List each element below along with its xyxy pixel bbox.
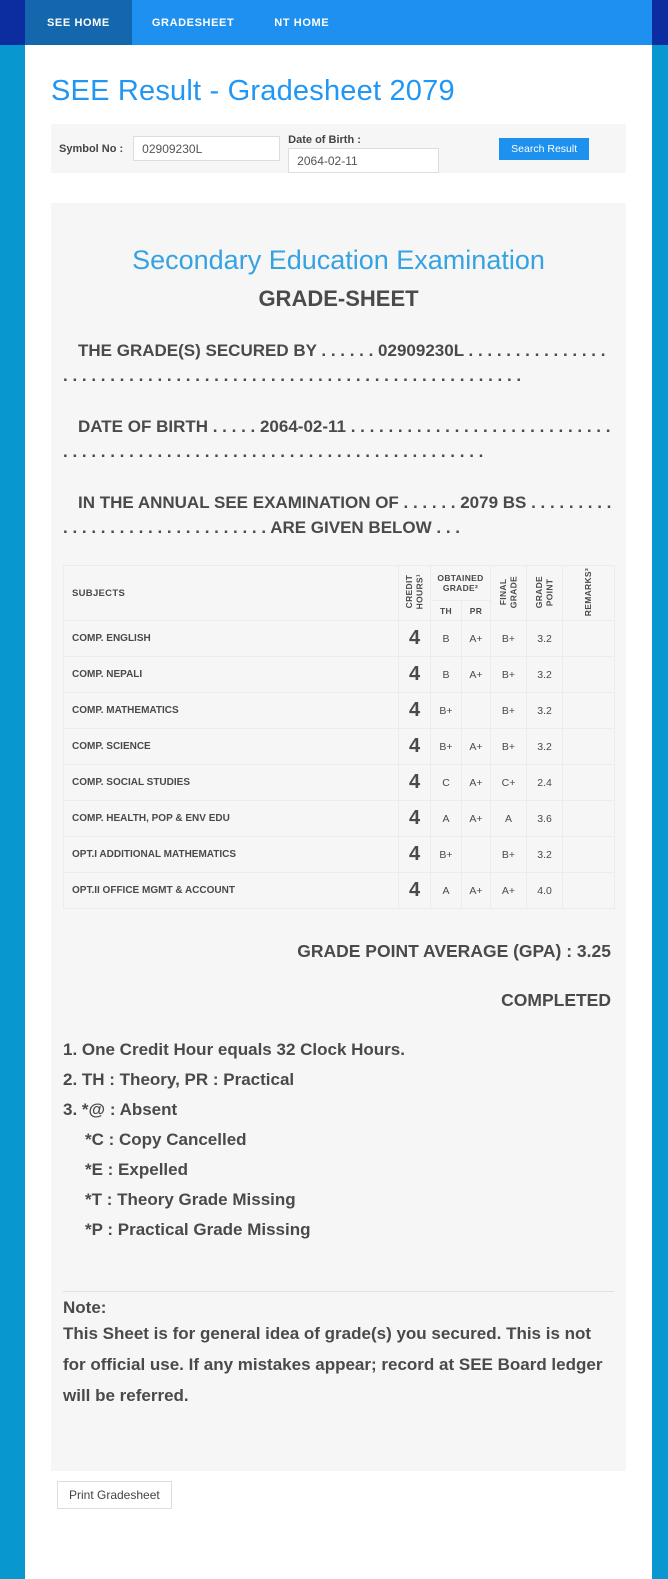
subject-cell: COMP. HEALTH, POP & ENV EDU xyxy=(64,801,399,837)
navbar xyxy=(25,0,652,45)
theory-grade-cell: A xyxy=(431,801,462,837)
status-completed: COMPLETED xyxy=(501,990,611,1010)
tab-see-home[interactable]: SEE HOME xyxy=(25,0,132,45)
tab-gradesheet[interactable]: GRADESHEET xyxy=(151,16,235,29)
subject-cell: OPT.II OFFICE MGMT & ACCOUNT xyxy=(64,873,399,909)
credit-hours-cell: 4 xyxy=(399,837,431,873)
col-subjects: SUBJECTS xyxy=(64,566,399,621)
subject-cell: COMP. NEPALI xyxy=(64,657,399,693)
legend-note-item: *E : Expelled xyxy=(85,1160,188,1179)
table-row xyxy=(64,801,615,837)
table-row xyxy=(64,837,615,873)
final-grade-cell: B+ xyxy=(491,621,527,657)
grades-table xyxy=(63,565,615,909)
remarks-cell xyxy=(563,657,615,693)
remarks-cell xyxy=(563,801,615,837)
practical-grade-cell: A+ xyxy=(462,621,491,657)
theory-grade-cell: B+ xyxy=(431,837,462,873)
note-title: Note: xyxy=(63,1298,107,1317)
table-row xyxy=(64,765,615,801)
note-body: This Sheet is for general idea of grade(s) you secured. This is not for official use. If any mistakes appear; record at SEE Board ledger will be referred. xyxy=(63,1324,603,1405)
grade-point-cell: 3.2 xyxy=(527,657,563,693)
exam-heading: Secondary Education Examination xyxy=(132,245,545,275)
practical-grade-cell: A+ xyxy=(462,729,491,765)
gpa-line: GRADE POINT AVERAGE (GPA) : 3.25 xyxy=(297,941,611,961)
practical-grade-cell xyxy=(462,837,491,873)
table-row xyxy=(64,621,615,657)
top-strip xyxy=(0,0,668,45)
practical-grade-cell: A+ xyxy=(462,801,491,837)
subject-cell: COMP. MATHEMATICS xyxy=(64,693,399,729)
final-grade-cell: B+ xyxy=(491,729,527,765)
final-grade-cell: B+ xyxy=(491,657,527,693)
remarks-cell xyxy=(563,621,615,657)
symbol-no-input[interactable] xyxy=(133,136,280,161)
table-row xyxy=(64,693,615,729)
legend-note-item: 2. TH : Theory, PR : Practical xyxy=(63,1070,295,1089)
theory-grade-cell: C xyxy=(431,765,462,801)
legend-note-item: *P : Practical Grade Missing xyxy=(85,1220,311,1239)
grades-secured-line: THE GRADE(S) SECURED BY . . . . . . 02909230L . . . . . . . . . . . . . . . . . . . . . . . . . . . . . . . . . . . . . . . . . . . . . . . . . . . . . . . . . . . . . . . . xyxy=(63,341,606,385)
print-gradesheet-button[interactable]: Print Gradesheet xyxy=(57,1481,172,1509)
legend-notes xyxy=(63,1035,614,1245)
practical-grade-cell: A+ xyxy=(462,873,491,909)
credit-hours-cell: 4 xyxy=(399,657,431,693)
col-remarks: REMARKS³ xyxy=(563,566,615,621)
dob-group xyxy=(288,134,439,173)
remarks-cell xyxy=(563,729,615,765)
theory-grade-cell: B xyxy=(431,657,462,693)
grade-point-cell: 4.0 xyxy=(527,873,563,909)
credit-hours-cell: 4 xyxy=(399,873,431,909)
table-row xyxy=(64,657,615,693)
remarks-cell xyxy=(563,765,615,801)
col-obtained-grade: OBTAINED GRADE² xyxy=(431,566,491,601)
gradesheet-subheading: GRADE-SHEET xyxy=(258,286,419,311)
subject-cell: OPT.I ADDITIONAL MATHEMATICS xyxy=(64,837,399,873)
final-grade-cell: B+ xyxy=(491,837,527,873)
legend-note-item: 3. *@ : Absent xyxy=(63,1100,178,1119)
grades-table-body xyxy=(64,621,615,909)
dob-input[interactable] xyxy=(288,148,439,173)
remarks-cell xyxy=(563,873,615,909)
examination-line: IN THE ANNUAL SEE EXAMINATION OF . . . . . . 2079 BS . . . . . . . . . . . . . . . . . . . . . . . . . . . . . . . ARE GIVEN BELOW . . . xyxy=(63,493,612,537)
remarks-cell xyxy=(563,837,615,873)
theory-grade-cell: B+ xyxy=(431,729,462,765)
subject-cell: COMP. SCIENCE xyxy=(64,729,399,765)
credit-hours-cell: 4 xyxy=(399,801,431,837)
final-grade-cell: A+ xyxy=(491,873,527,909)
practical-grade-cell: A+ xyxy=(462,657,491,693)
grade-point-cell: 3.2 xyxy=(527,729,563,765)
search-result-button[interactable]: Search Result xyxy=(499,138,589,160)
final-grade-cell: B+ xyxy=(491,693,527,729)
subject-cell: COMP. ENGLISH xyxy=(64,621,399,657)
grade-point-cell: 3.2 xyxy=(527,621,563,657)
col-final-grade: FINAL GRADE xyxy=(491,566,527,621)
grade-point-cell: 2.4 xyxy=(527,765,563,801)
practical-grade-cell xyxy=(462,693,491,729)
table-row xyxy=(64,873,615,909)
dob-label: Date of Birth : xyxy=(288,134,361,146)
credit-hours-cell: 4 xyxy=(399,621,431,657)
credit-hours-cell: 4 xyxy=(399,693,431,729)
credit-hours-cell: 4 xyxy=(399,729,431,765)
legend-note-item: *T : Theory Grade Missing xyxy=(85,1190,296,1209)
credit-hours-cell: 4 xyxy=(399,765,431,801)
legend-note-item: *C : Copy Cancelled xyxy=(85,1130,247,1149)
main-content xyxy=(25,45,652,1579)
theory-grade-cell: B xyxy=(431,621,462,657)
tab-nt-home[interactable]: NT HOME xyxy=(274,16,330,29)
search-form xyxy=(51,124,626,173)
final-grade-cell: A xyxy=(491,801,527,837)
remarks-cell xyxy=(563,693,615,729)
table-row xyxy=(64,729,615,765)
legend-note-item: 1. One Credit Hour equals 32 Clock Hours. xyxy=(63,1040,405,1059)
col-th: TH xyxy=(431,601,462,621)
subject-cell: COMP. SOCIAL STUDIES xyxy=(64,765,399,801)
date-of-birth-line: DATE OF BIRTH . . . . . 2064-02-11 . . . . . . . . . . . . . . . . . . . . . . . . . . . . . . . . . . . . . . . . . . . . . . . . . . . . . . . . . . . . . . . . . . . . . . . . . xyxy=(63,417,611,461)
col-grade-point: GRADE POINT xyxy=(527,566,563,621)
col-pr: PR xyxy=(462,601,491,621)
theory-grade-cell: A xyxy=(431,873,462,909)
practical-grade-cell: A+ xyxy=(462,765,491,801)
col-credit-hours: CREDIT HOURS¹ xyxy=(399,566,431,621)
note-divider xyxy=(63,1291,614,1292)
theory-grade-cell: B+ xyxy=(431,693,462,729)
grade-point-cell: 3.6 xyxy=(527,801,563,837)
page-title: SEE Result - Gradesheet 2079 xyxy=(51,75,455,107)
gradesheet-card xyxy=(51,203,626,1471)
final-grade-cell: C+ xyxy=(491,765,527,801)
grade-point-cell: 3.2 xyxy=(527,693,563,729)
grade-point-cell: 3.2 xyxy=(527,837,563,873)
symbol-no-label: Symbol No : xyxy=(59,142,124,155)
